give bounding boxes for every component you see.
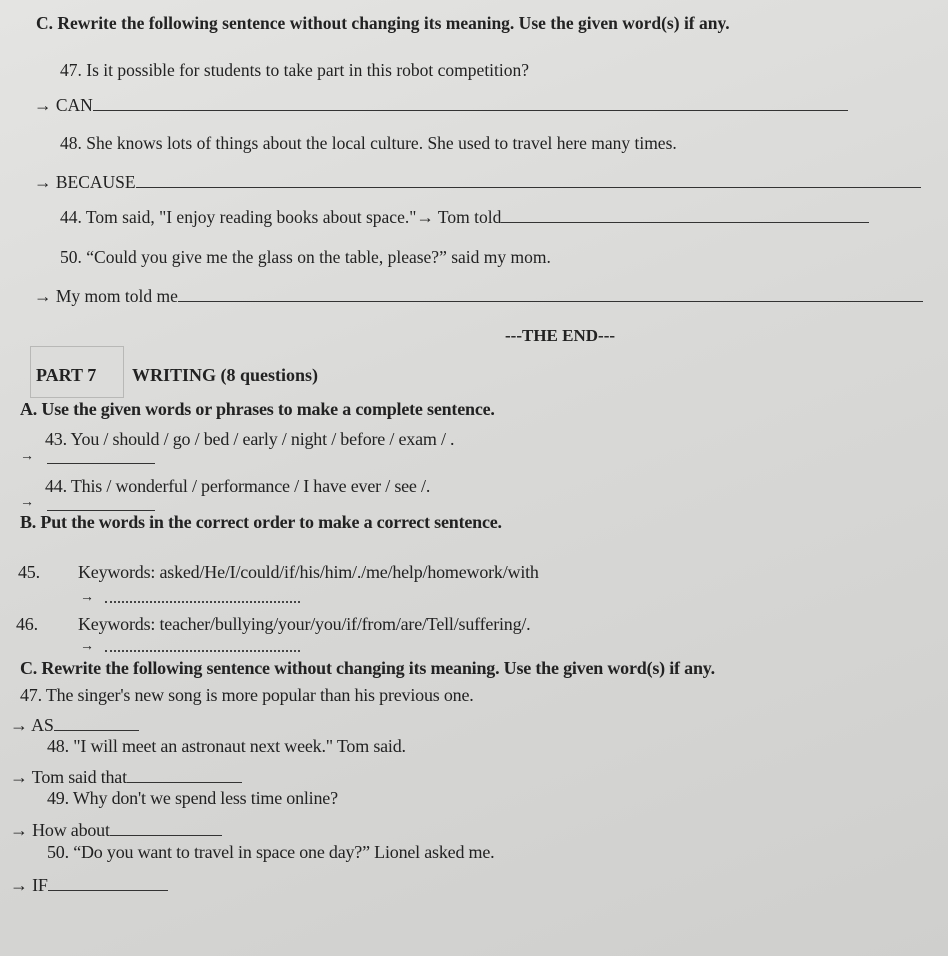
section-c-heading-top: C. Rewrite the following sentence without changing its meaning. Use the given word(s) if any. bbox=[36, 13, 730, 33]
the-end: ---THE END--- bbox=[505, 326, 616, 345]
answer-blank[interactable] bbox=[127, 766, 242, 783]
answer-blank-43[interactable] bbox=[47, 463, 155, 464]
answer-blank[interactable] bbox=[48, 874, 168, 891]
question-46: Keywords: teacher/bullying/your/you/if/from/are/Tell/suffering/. bbox=[78, 614, 531, 634]
answer-prompt: → AS bbox=[10, 715, 54, 735]
question-text: 44. Tom said, "I enjoy reading books about space."→ Tom told bbox=[60, 207, 502, 227]
answer-49 bbox=[10, 819, 222, 841]
answer-blank[interactable] bbox=[501, 206, 869, 223]
question-44: 44. This / wonderful / performance / I have ever / see /. bbox=[45, 476, 431, 496]
answer-prompt: → My mom told me bbox=[34, 286, 178, 306]
part-title: WRITING (8 questions) bbox=[132, 365, 319, 385]
question-47-top: 47. Is it possible for students to take part in this robot competition? bbox=[60, 60, 530, 80]
section-a-heading: A. Use the given words or phrases to make a complete sentence. bbox=[20, 399, 495, 419]
arrow-icon: → bbox=[80, 590, 94, 605]
question-43: 43. You / should / go / bed / early / night / before / exam / . bbox=[45, 429, 455, 449]
question-50-top: 50. “Could you give me the glass on the table, please?” said my mom. bbox=[60, 247, 551, 267]
answer-blank[interactable] bbox=[178, 285, 923, 302]
answer-blank[interactable] bbox=[54, 714, 139, 731]
question-45: Keywords: asked/He/I/could/if/his/him/./me/help/homework/with bbox=[78, 562, 539, 582]
section-b-heading: B. Put the words in the correct order to make a correct sentence. bbox=[20, 512, 502, 532]
question-44-top bbox=[60, 206, 869, 228]
answer-prompt: → Tom said that bbox=[10, 767, 127, 787]
question-50: 50. “Do you want to travel in space one day?” Lionel asked me. bbox=[47, 842, 495, 862]
section-c-heading: C. Rewrite the following sentence without changing its meaning. Use the given word(s) if any. bbox=[20, 658, 715, 678]
arrow-icon: → bbox=[80, 639, 94, 654]
answer-47-top bbox=[34, 94, 848, 116]
answer-50 bbox=[10, 874, 168, 896]
answer-47 bbox=[10, 714, 139, 736]
part-label: PART 7 bbox=[36, 365, 97, 385]
answer-48 bbox=[10, 766, 242, 788]
question-47: 47. The singer's new song is more popular than his previous one. bbox=[20, 685, 474, 705]
answer-48-top bbox=[34, 171, 921, 193]
arrow-icon: → bbox=[20, 495, 34, 510]
question-48: 48. "I will meet an astronaut next week." Tom said. bbox=[47, 736, 406, 756]
answer-prompt: → How about bbox=[10, 820, 110, 840]
answer-prompt: → BECAUSE bbox=[34, 172, 136, 192]
answer-blank[interactable] bbox=[110, 819, 222, 836]
answer-prompt: → IF bbox=[10, 875, 48, 895]
arrow-icon: → bbox=[20, 449, 34, 464]
answer-blank[interactable] bbox=[136, 171, 921, 188]
answer-50-top bbox=[34, 285, 923, 307]
answer-dots-46[interactable] bbox=[105, 650, 300, 652]
answer-blank[interactable] bbox=[93, 94, 848, 111]
question-46-number: 46. bbox=[16, 614, 38, 634]
question-45-number: 45. bbox=[18, 562, 40, 582]
question-48-top: 48. She knows lots of things about the local culture. She used to travel here many times. bbox=[60, 133, 677, 153]
answer-dots-45[interactable] bbox=[105, 601, 300, 603]
question-49: 49. Why don't we spend less time online? bbox=[47, 788, 338, 808]
answer-prompt: → CAN bbox=[34, 95, 93, 115]
